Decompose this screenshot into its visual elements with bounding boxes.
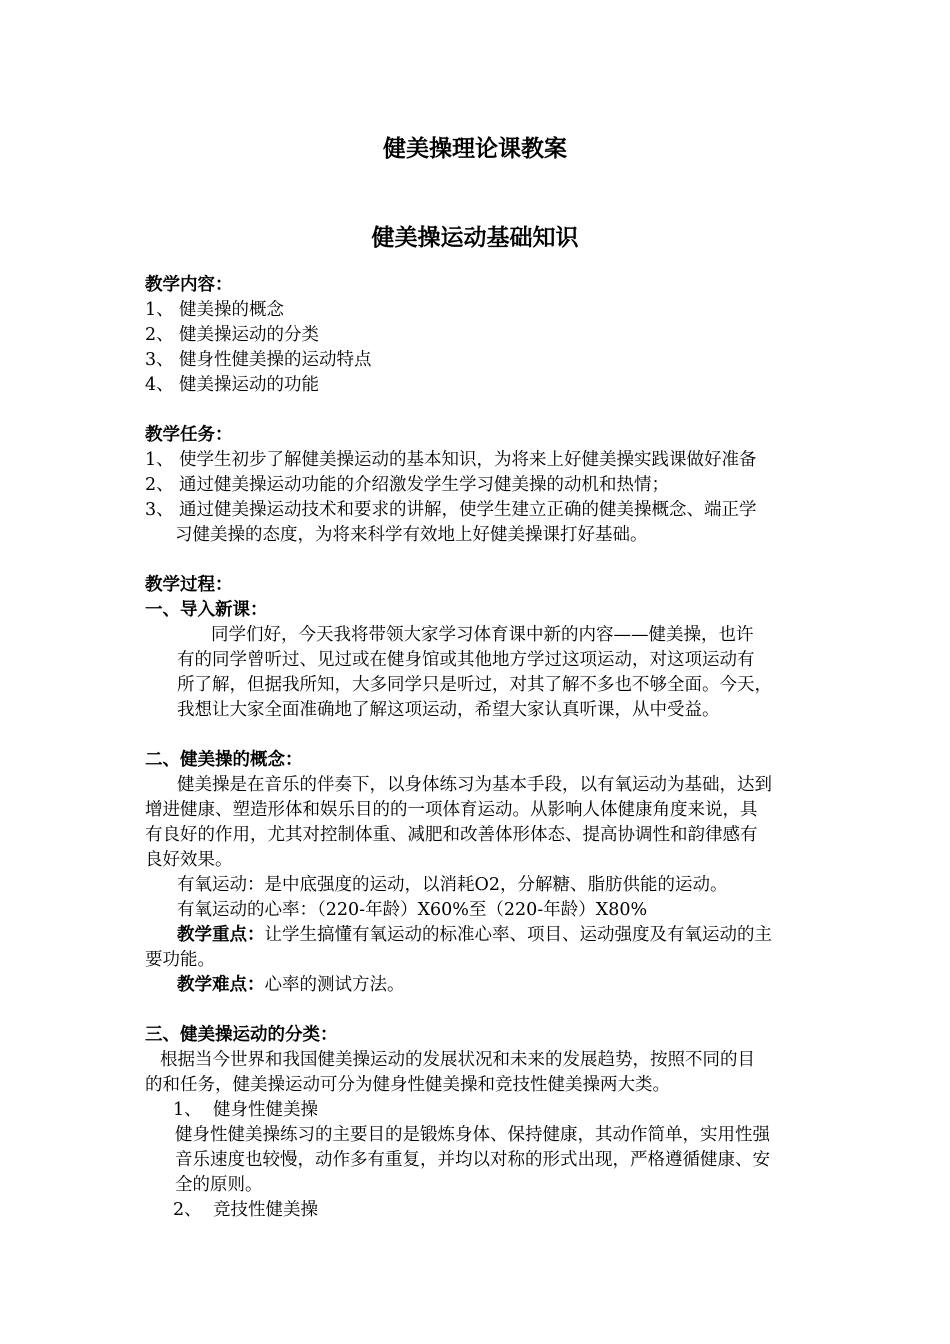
task-item-2	[145, 473, 669, 498]
content-item-text: 健身性健美操的运动特点	[179, 350, 372, 370]
subcategory-1-line-1: 健身性健美操练习的主要目的是锻炼身体、保持健康，其动作简单，实用性强	[175, 1125, 770, 1145]
subcategory-number: 2、	[173, 1200, 202, 1220]
part2-line-2: 增进健康、塑造形体和娱乐目的的一项体育运动。从影响人体健康角度来说，具	[145, 800, 758, 820]
part3-heading: 三、健美操运动的分类：	[145, 1025, 338, 1045]
key-point-label: 教学重点：	[177, 925, 265, 945]
document-title: 健美操理论课教案	[383, 135, 567, 162]
part2-line-4: 良好效果。	[145, 850, 233, 870]
content-heading: 教学内容：	[145, 275, 233, 295]
part2-heading: 二、健美操的概念：	[145, 750, 303, 770]
teaching-key-point	[177, 923, 772, 948]
task-item-number: 3、	[145, 500, 174, 520]
part2-line-1: 健美操是在音乐的伴奏下，以身体练习为基本手段，以有氧运动为基础，达到	[177, 775, 772, 795]
content-item-text: 健美操运动的功能	[179, 375, 319, 395]
document-subtitle: 健美操运动基础知识	[371, 224, 579, 251]
content-item-text: 健美操运动的分类	[179, 325, 319, 345]
content-item-number: 1、	[145, 300, 174, 320]
task-item-3-continuation: 习健美操的态度，为将来科学有效地上好健美操课打好基础。	[175, 525, 648, 545]
content-item-4	[145, 373, 319, 398]
teaching-difficulty	[177, 973, 405, 998]
subcategory-title: 健身性健美操	[213, 1100, 318, 1120]
task-item-text: 使学生初步了解健美操运动的基本知识，为将来上好健美操实践课做好准备	[179, 450, 757, 470]
part1-line-3: 所了解，但据我所知，大多同学只是听过，对其了解不多也不够全面。今天，	[177, 675, 772, 695]
task-item-1	[145, 448, 757, 473]
part3-line-1: 根据当今世界和我国健美操运动的发展状况和未来的发展趋势，按照不同的目	[160, 1050, 755, 1070]
task-item-3	[145, 498, 757, 523]
content-item-number: 4、	[145, 375, 174, 395]
content-item-3	[145, 348, 372, 373]
content-item-text: 健美操的概念	[179, 300, 284, 320]
subcategory-1-line-2: 音乐速度也较慢，动作多有重复，并均以对称的形式出现，严格遵循健康、安	[175, 1150, 770, 1170]
aerobic-heart-rate: 有氧运动的心率：（220-年龄）X60%至（220-年龄）X80%	[177, 900, 648, 920]
task-item-text: 通过健美操运动功能的介绍激发学生学习健美操的动机和热情；	[179, 475, 669, 495]
difficulty-label: 教学难点：	[177, 975, 265, 995]
subcategory-number: 1、	[173, 1100, 202, 1120]
subcategory-2	[173, 1198, 318, 1223]
part1-line-4: 我想让大家全面准确地了解这项运动，希望大家认真听课，从中受益。	[177, 700, 720, 720]
aerobic-definition: 有氧运动：是中底强度的运动，以消耗O2，分解糖、脂肪供能的运动。	[177, 875, 728, 895]
subcategory-title: 竞技性健美操	[213, 1200, 318, 1220]
task-item-text: 通过健美操运动技术和要求的讲解，使学生建立正确的健美操概念、端正学	[179, 500, 757, 520]
content-item-number: 3、	[145, 350, 174, 370]
difficulty-text: 心率的测试方法。	[264, 975, 405, 995]
content-item-number: 2、	[145, 325, 174, 345]
part1-line-2: 有的同学曾听过、见过或在健身馆或其他地方学过这项运动，对这项运动有	[177, 650, 755, 670]
content-item-2	[145, 323, 319, 348]
task-heading: 教学任务：	[145, 425, 233, 445]
part1-heading: 一、导入新课：	[145, 600, 268, 620]
part2-line-3: 有良好的作用，尤其对控制体重、减肥和改善体形体态、提高协调性和韵律感有	[145, 825, 758, 845]
content-item-1	[145, 298, 284, 323]
task-item-number: 1、	[145, 450, 174, 470]
part1-line-1: 同学们好，今天我将带领大家学习体育课中新的内容——健美操，也许	[211, 625, 754, 645]
subcategory-1-line-3: 全的原则。	[175, 1175, 263, 1195]
subcategory-1	[173, 1098, 318, 1123]
process-heading: 教学过程：	[145, 575, 233, 595]
part3-line-2: 的和任务，健美操运动可分为健身性健美操和竞技性健美操两大类。	[145, 1075, 670, 1095]
key-point-continuation: 要功能。	[145, 950, 215, 970]
key-point-text: 让学生搞懂有氧运动的标准心率、项目、运动强度及有氧运动的主	[264, 925, 772, 945]
task-item-number: 2、	[145, 475, 174, 495]
